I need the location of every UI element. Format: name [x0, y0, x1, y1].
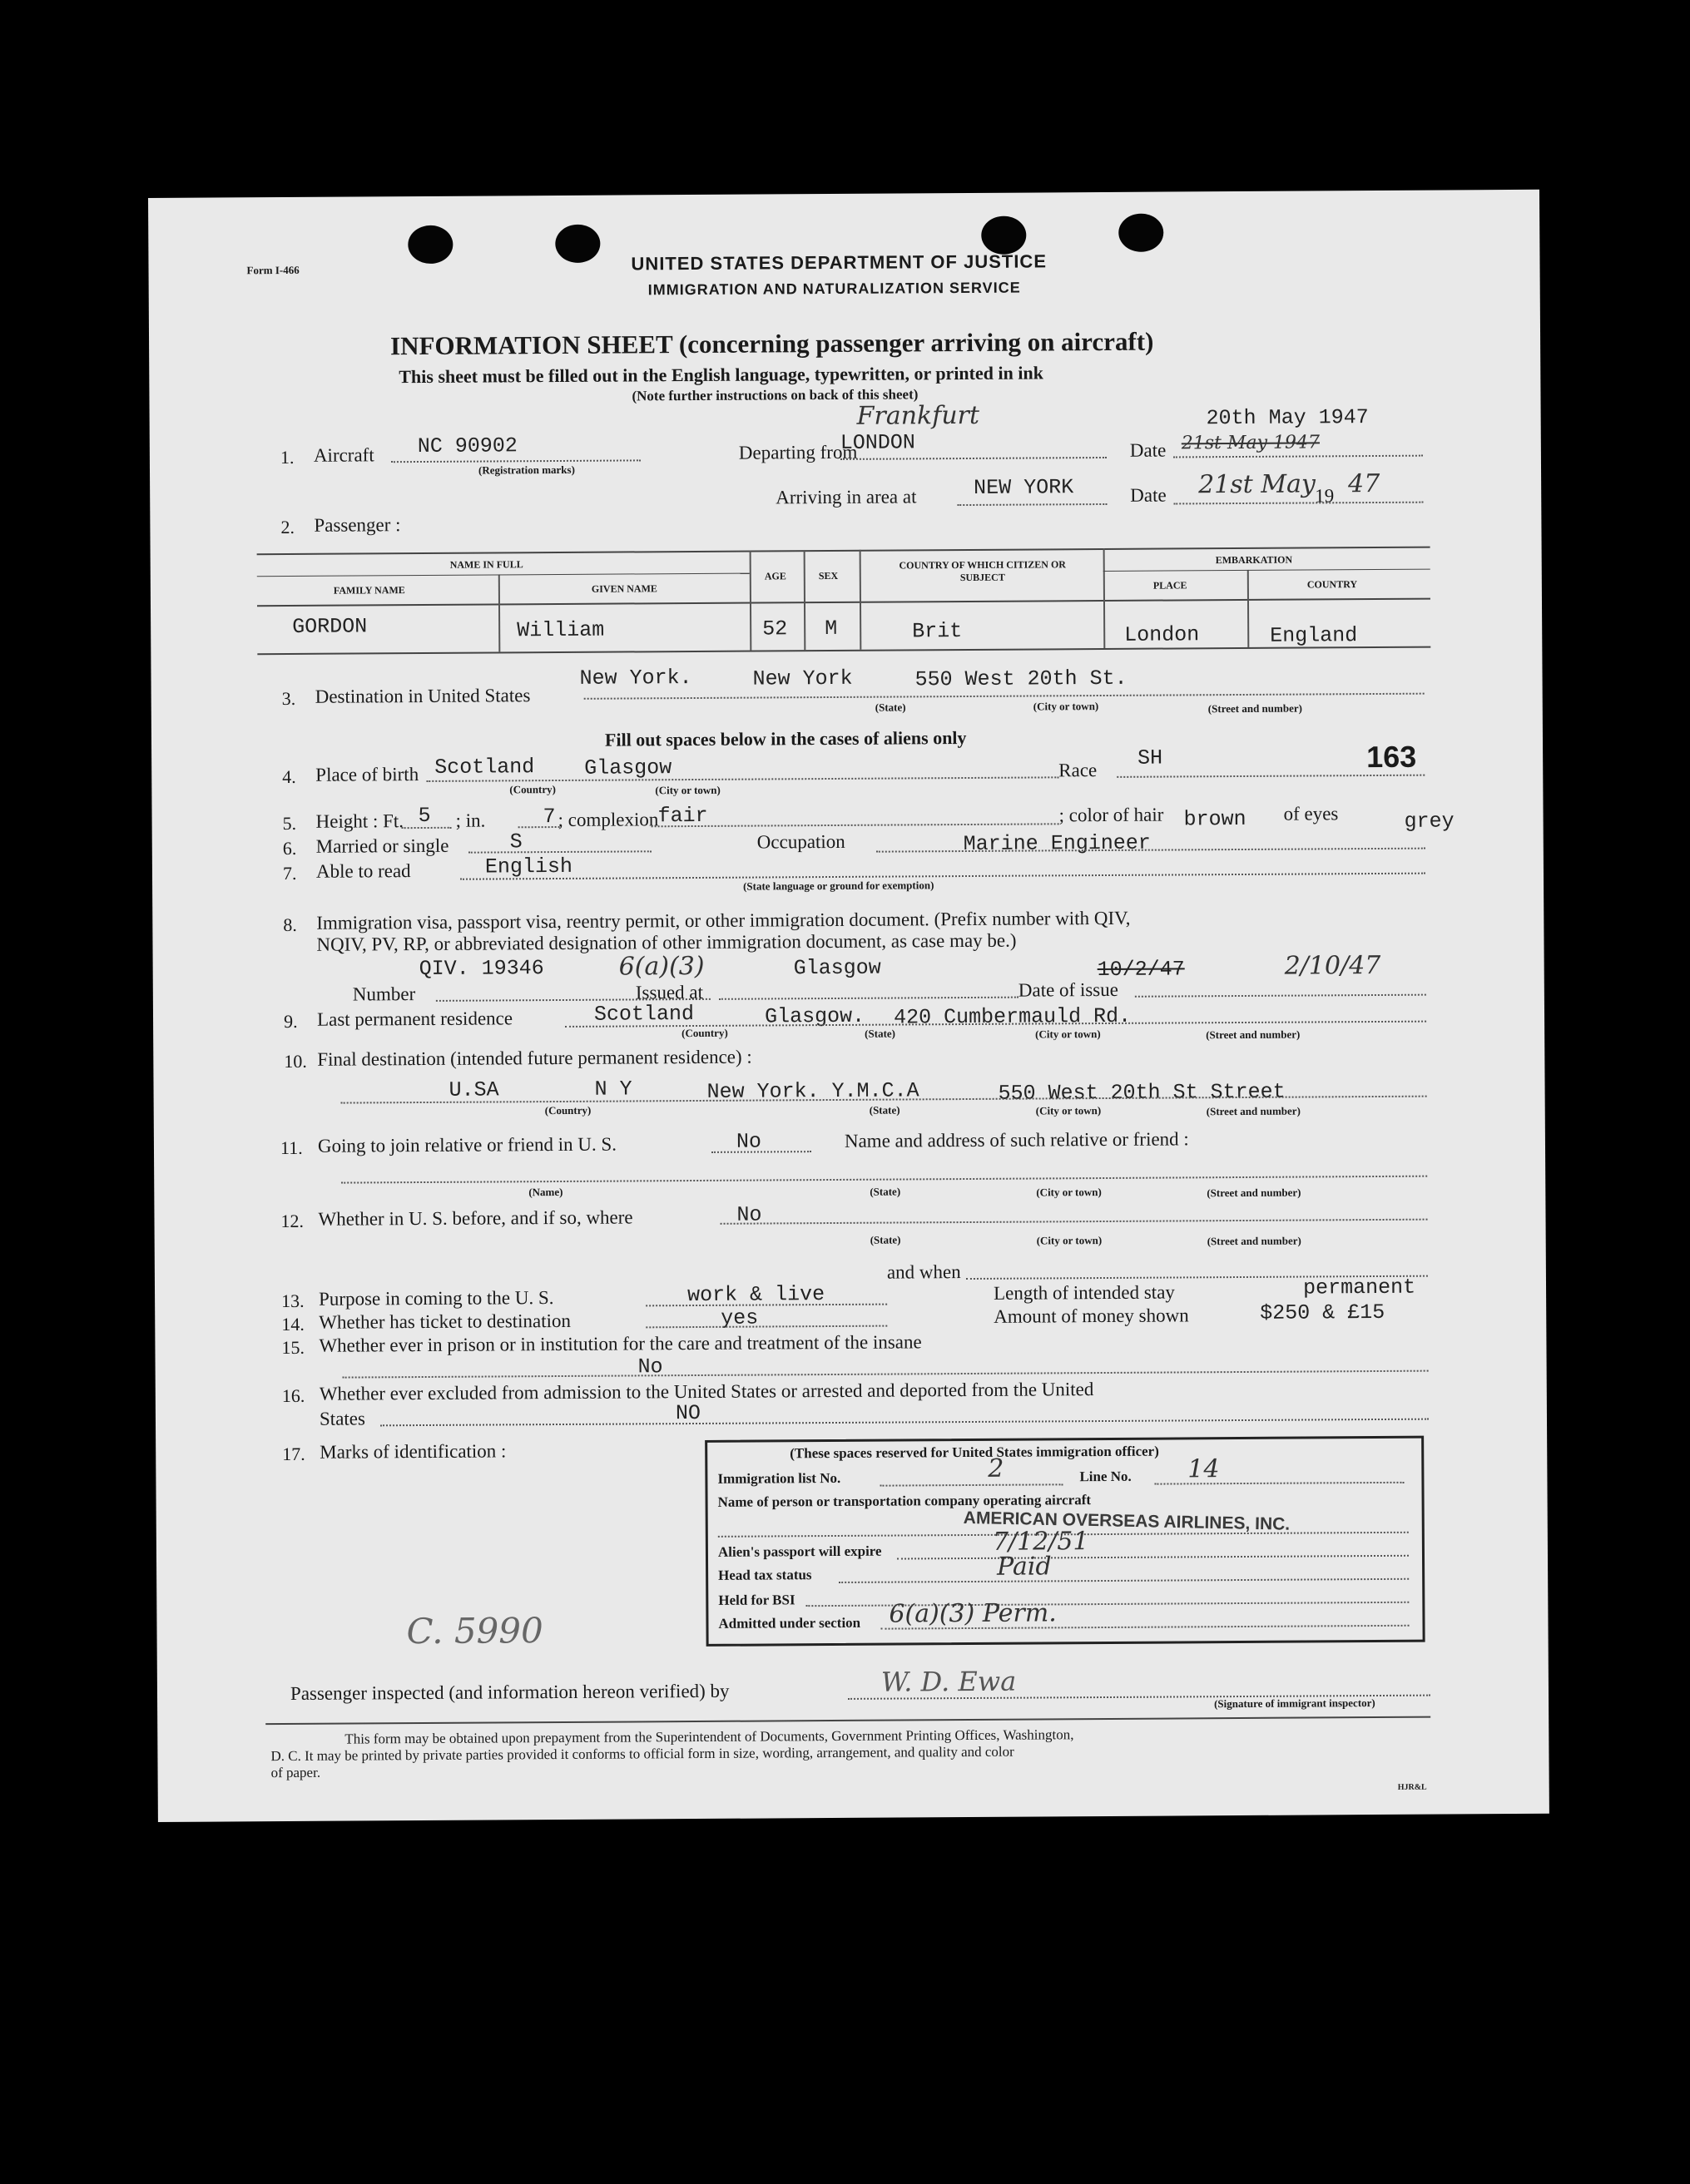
department-name: UNITED STATES DEPARTMENT OF JUSTICE [631, 250, 1048, 275]
street-caption: (Street and number) [1206, 1028, 1301, 1042]
reserved-caption: (These spaces reserved for United States immigration officer) [790, 1443, 1159, 1462]
sex-value: M [825, 616, 838, 641]
fin-state-value: N Y [594, 1077, 632, 1102]
married-label: Married or single [315, 834, 449, 857]
birth-country-value: Scotland [434, 755, 535, 780]
departing-label: Departing from [738, 441, 858, 463]
prison-label: Whether ever in prison or in institution for the care and treatment of the insane [319, 1331, 922, 1356]
date-struck: 21st May 1947 [1181, 432, 1321, 454]
passport-expire-label: Alien's passport will expire [717, 1543, 882, 1560]
issue-date-struck: 10/2/47 [1097, 957, 1185, 983]
given-name-header: GIVEN NAME [591, 582, 657, 595]
name-in-full-header: NAME IN FULL [449, 558, 523, 571]
prison-value: No [637, 1354, 663, 1379]
signature-caption: (Signature of immigrant inspector) [1214, 1696, 1375, 1711]
item-number: 12. [280, 1210, 305, 1232]
ticket-label: Whether has ticket to destination [319, 1310, 572, 1333]
line-no-handwritten: 14 [1187, 1454, 1220, 1484]
visa-text-2: NQIV, PV, RP, or abbreviated designation of other immigration document, as case may be.) [316, 929, 1017, 955]
place-header: PLACE [1152, 579, 1187, 592]
departing-handwritten: Frankfurt [856, 400, 980, 431]
issued-at-label: Issued at [635, 981, 704, 1003]
form-sheet [148, 190, 1549, 1822]
date-typed: 20th May 1947 [1206, 405, 1369, 431]
age-header: AGE [764, 570, 786, 582]
city-caption: (City or town) [1033, 700, 1099, 713]
eyes-value: grey [1404, 809, 1455, 834]
stamp-number: 163 [1366, 739, 1417, 775]
fin-street-value: 550 West 20th St Street [998, 1079, 1286, 1106]
age-value: 52 [762, 617, 788, 641]
join-value: No [736, 1129, 762, 1154]
item-number: 15. [281, 1336, 305, 1359]
emb-country-value: England [1270, 623, 1358, 648]
visa-text-1: Immigration visa, passport visa, reentry permit, or other immigration document. (Prefix number with QIV, [316, 907, 1131, 934]
street-caption: (Street and number) [1206, 1104, 1301, 1118]
given-name-value: William [517, 617, 605, 643]
item-number: 14. [281, 1313, 305, 1335]
able-read-label: Able to read [315, 860, 411, 882]
inspector-signature: W. D. Ewa [880, 1665, 1017, 1698]
excluded-value: NO [675, 1400, 701, 1426]
street-caption: (Street and number) [1207, 1186, 1301, 1200]
state-caption: (State) [870, 1233, 901, 1246]
item-number: 17. [282, 1443, 305, 1465]
line-no-label: Line No. [1079, 1468, 1132, 1485]
country-citizen-header: COUNTRY OF WHICH CITIZEN OR SUBJECT [899, 558, 1067, 584]
arriving-label: Arriving in area at [776, 486, 917, 508]
date-label: Date [1129, 439, 1167, 461]
item-number: 16. [281, 1384, 305, 1407]
ticket-value: yes [721, 1305, 759, 1330]
tax-handwritten: Paid [996, 1552, 1052, 1582]
state-caption: (State) [870, 1185, 901, 1198]
arriving-value: NEW YORK [974, 475, 1074, 500]
issued-at-value: Glasgow [793, 955, 881, 981]
length-stay-label: Length of intended stay [993, 1281, 1175, 1304]
page-title: INFORMATION SHEET (concerning passenger arriving on aircraft) [389, 326, 1154, 361]
date2-label: Date [1130, 484, 1167, 506]
dest-city-value: New York [752, 666, 853, 691]
imm-list-label: Immigration list No. [717, 1469, 841, 1487]
hair-value: brown [1183, 806, 1246, 832]
item-number: 6. [282, 837, 297, 859]
page-subtitle: This sheet must be filled out in the English language, typewritten, or printed in ink [399, 362, 1043, 388]
year2-handwritten: 47 [1348, 468, 1380, 499]
departing-typed: LONDON [840, 430, 915, 455]
occupation-value: Marine Engineer [963, 830, 1151, 857]
city-caption: (City or town) [1035, 1104, 1102, 1117]
inspected-label: Passenger inspected (and information hereon verified) by [290, 1680, 730, 1704]
held-bsi-label: Held for BSI [718, 1592, 795, 1608]
form-number: Form I-466 [246, 263, 300, 277]
name-caption: (Name) [528, 1185, 563, 1199]
punch-hole [981, 216, 1026, 255]
embarkation-header: EMBARKATION [1215, 553, 1293, 567]
state-caption: (State) [875, 701, 906, 714]
family-name-header: FAMILY NAME [333, 584, 405, 597]
read-value: English [484, 854, 573, 879]
purpose-label: Purpose in coming to the U. S. [319, 1287, 554, 1310]
year-prefix: 19 [1315, 485, 1335, 507]
expire-handwritten: 7/12/51 [992, 1527, 1089, 1557]
admitted-label: Admitted under section [718, 1614, 861, 1632]
country-caption: (Country) [681, 1026, 728, 1040]
city-caption: (City or town) [1036, 1186, 1102, 1199]
country-caption: (Country) [509, 783, 557, 796]
citizen-value: Brit [912, 619, 963, 644]
height-in-value: 7 [543, 805, 556, 830]
issue-date-handwritten: 2/10/47 [1284, 950, 1381, 981]
in-label: ; in. [455, 810, 486, 831]
date-issue-label: Date of issue [1018, 978, 1118, 1001]
item-number: 7. [282, 862, 297, 884]
excluded-label: Whether ever excluded from admission to the United States or arrested and deported from the United [319, 1379, 1094, 1404]
aircraft-label: Aircraft [313, 444, 374, 466]
item-number: 8. [283, 914, 297, 936]
item-number: 4. [282, 765, 296, 788]
item-number: 5. [282, 812, 297, 834]
state-caption: (State) [865, 1027, 896, 1040]
street-caption: (Street and number) [1207, 1234, 1301, 1248]
punch-hole [555, 225, 600, 263]
street-caption: (Street and number) [1207, 701, 1302, 716]
item-number: 11. [280, 1137, 303, 1159]
fin-city-value: New York. Y.M.C.A [706, 1078, 919, 1104]
city-caption: (City or town) [1035, 1028, 1101, 1041]
dest-state-value: New York. [579, 666, 692, 691]
list-no-handwritten: 2 [988, 1454, 1004, 1483]
item-number: 1. [280, 446, 295, 468]
aliens-heading: Fill out spaces below in the cases of aliens only [604, 727, 967, 750]
footer-line-1: This form may be obtained upon prepayment from the Superintendent of Documents, Government Printing Offices, Washington, [344, 1726, 1074, 1747]
complexion-label: ; complexion [558, 809, 659, 831]
destination-label: Destination in United States [315, 685, 531, 707]
going-join-label: Going to join relative or friend in U. S. [317, 1133, 617, 1156]
states-label: States [319, 1408, 365, 1429]
file-number-handwritten: C. 5990 [406, 1610, 543, 1652]
number-label: Number [352, 983, 416, 1005]
operator-stamp: AMERICAN OVERSEAS AIRLINES, INC. [963, 1508, 1291, 1534]
visa-section-handwritten: 6(a)(3) [618, 951, 705, 982]
name-address-label: Name and address of such relative or friend : [844, 1128, 1189, 1151]
item-number: 9. [283, 1010, 298, 1033]
footer-line-2: D. C. It may be printed by private parties provided it conforms to official form in size, wording, arrangement, and quality and color [270, 1743, 1014, 1765]
item-number: 3. [281, 687, 296, 710]
height-label: Height : Ft. [315, 810, 404, 832]
date2-handwritten: 21st May [1198, 469, 1316, 500]
passenger-label: Passenger : [314, 514, 401, 536]
purpose-value: work & live [686, 1282, 825, 1308]
occupation-label: Occupation [756, 830, 845, 853]
dest-street-value: 550 West 20th St. [914, 666, 1127, 692]
whether-before-label: Whether in U. S. before, and if so, where [318, 1206, 633, 1230]
item-number: 13. [281, 1290, 305, 1312]
city-caption: (City or town) [655, 783, 721, 797]
footer-line-3: of paper. [270, 1764, 321, 1781]
res-city-value: Glasgow. [764, 1003, 865, 1029]
place-birth-label: Place of birth [315, 764, 419, 785]
state-caption: (State) [869, 1103, 900, 1117]
before-value: No [736, 1202, 762, 1227]
race-label: Race [1058, 760, 1098, 781]
birth-city-value: Glasgow [584, 755, 672, 780]
state-language-caption: (State language or ground for exemption) [743, 879, 934, 893]
complexion-value: fair [657, 803, 708, 829]
reg-marks-caption: (Registration marks) [478, 463, 575, 477]
res-country-value: Scotland [593, 1002, 695, 1027]
operator-label: Name of person or transportation company operating aircraft [717, 1492, 1092, 1510]
money-value: $250 & £15 [1260, 1300, 1385, 1325]
admitted-handwritten: 6(a)(3) Perm. [889, 1598, 1057, 1629]
aircraft-value: NC 90902 [417, 433, 518, 459]
country-caption: (Country) [544, 1103, 592, 1117]
punch-hole [1118, 214, 1163, 252]
family-name-value: GORDON [292, 614, 368, 639]
last-residence-label: Last permanent residence [316, 1008, 513, 1030]
fin-country-value: U.SA [449, 1077, 499, 1102]
marital-value: S [509, 830, 523, 854]
page-note: (Note further instructions on back of this sheet) [632, 386, 919, 404]
stay-value: permanent [1302, 1275, 1416, 1300]
and-when-label: and when [886, 1261, 961, 1283]
visa-number-value: QIV. 19346 [419, 956, 544, 982]
final-dest-label: Final destination (intended future permanent residence) : [317, 1046, 752, 1070]
res-street-value: 420 Cumbermauld Rd. [893, 1003, 1132, 1030]
city-caption: (City or town) [1036, 1234, 1103, 1247]
money-label: Amount of money shown [994, 1305, 1189, 1327]
service-name: IMMIGRATION AND NATURALIZATION SERVICE [647, 279, 1021, 299]
color-hair-label: ; color of hair [1058, 804, 1164, 826]
eyes-label: of eyes [1283, 803, 1339, 825]
item-number: 2. [280, 516, 295, 538]
height-ft-value: 5 [418, 803, 431, 829]
country-header: COUNTRY [1306, 578, 1358, 591]
marks-label: Marks of identification : [320, 1440, 507, 1463]
race-value: SH [1137, 745, 1163, 770]
sex-header: SEX [818, 569, 839, 582]
head-tax-label: Head tax status [718, 1567, 812, 1583]
item-number: 10. [284, 1050, 307, 1072]
emb-place-value: London [1124, 622, 1200, 647]
punch-hole [408, 225, 453, 264]
printer-mark: HJR&L [1397, 1782, 1427, 1792]
